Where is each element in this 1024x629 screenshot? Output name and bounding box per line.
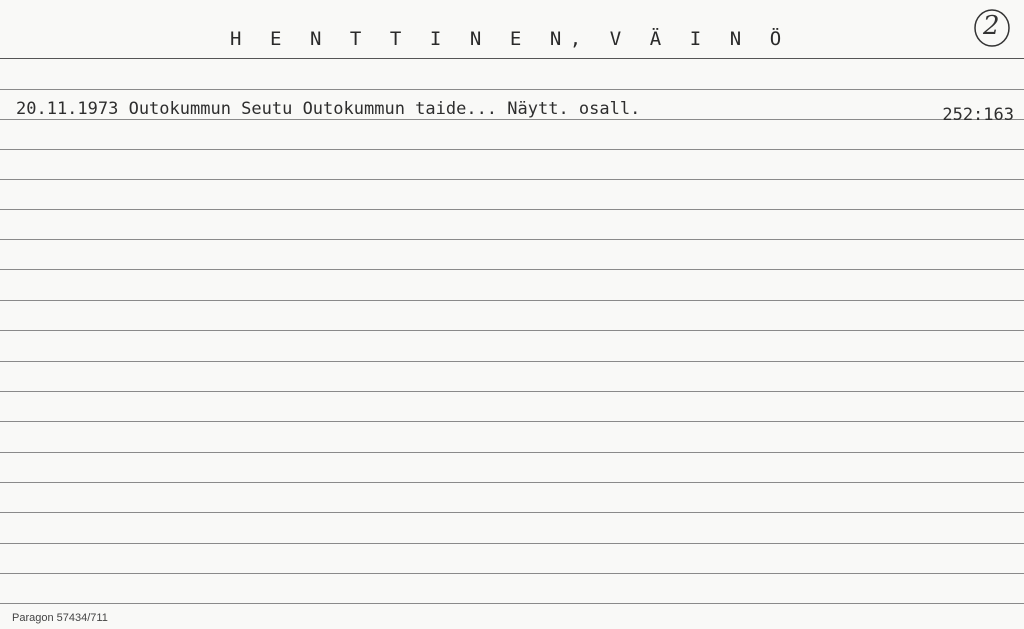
card-number-value: 2 <box>983 11 1000 41</box>
ruled-line <box>0 179 1024 180</box>
ruled-line <box>0 209 1024 210</box>
card-entry: 20.11.1973 Outokummun Seutu Outokummun taide... Näytt. osall. <box>16 99 641 119</box>
ruled-line <box>0 482 1024 483</box>
ruled-line <box>0 543 1024 544</box>
ruled-line <box>0 361 1024 362</box>
ruled-line <box>0 300 1024 301</box>
ruled-line <box>0 452 1024 453</box>
ruled-line <box>0 89 1024 90</box>
ruled-line <box>0 239 1024 240</box>
ruled-line <box>0 269 1024 270</box>
ruled-line <box>0 330 1024 331</box>
card-number <box>972 8 1010 46</box>
ruled-line <box>0 119 1024 120</box>
ruled-line <box>0 573 1024 574</box>
card-heading: H E N T T I N E N, V Ä I N Ö <box>230 28 790 50</box>
ruled-line <box>0 421 1024 422</box>
ruled-line <box>0 603 1024 604</box>
ruled-line <box>0 149 1024 150</box>
ruled-line <box>0 512 1024 513</box>
printer-imprint: Paragon 57434/711 <box>12 612 108 624</box>
header-rule <box>0 58 1024 59</box>
card-entry-reference: 252:163 <box>942 105 1014 125</box>
ruled-line <box>0 391 1024 392</box>
